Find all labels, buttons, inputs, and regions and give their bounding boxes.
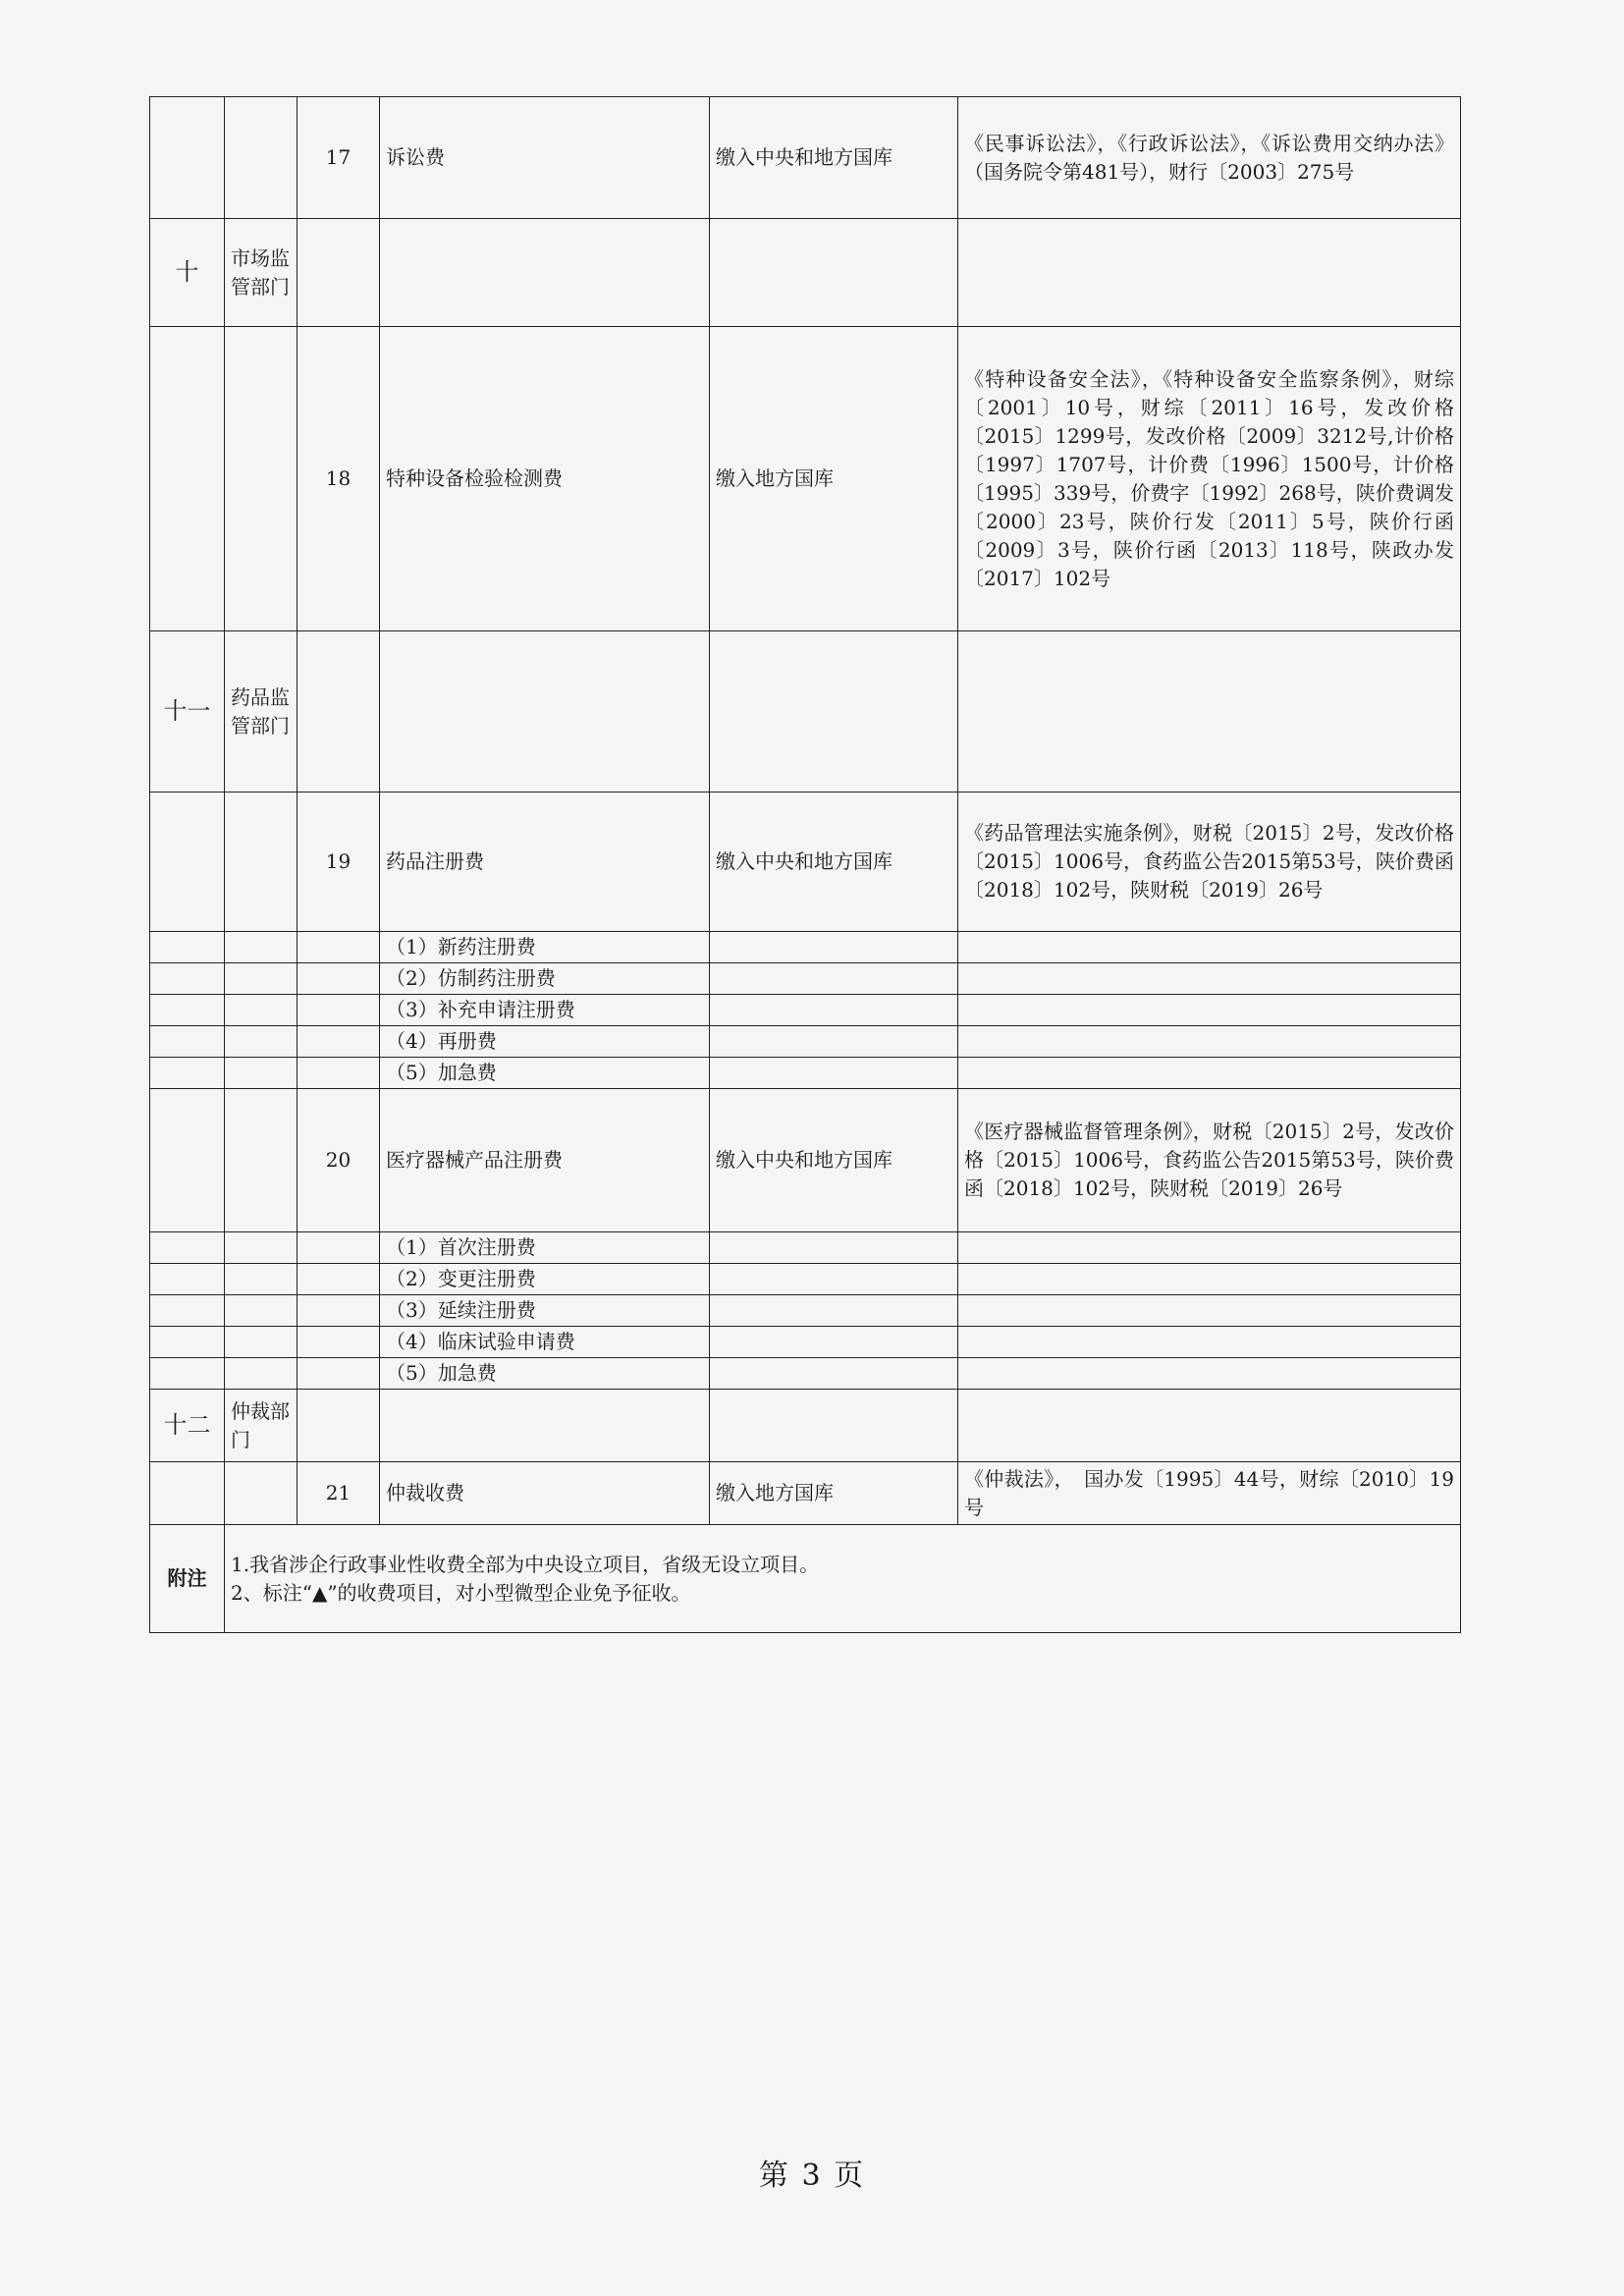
fund-destination: 缴入中央和地方国库 xyxy=(710,793,958,932)
legal-basis: 《医疗器械监督管理条例》，财税〔2015〕2号，发改价格〔2015〕1006号，食药监公告2015第53号，陕价费函〔2018〕102号，陕财税〔2019〕26号 xyxy=(958,1089,1461,1232)
section-number: 十一 xyxy=(150,631,225,793)
fund-destination: 缴入地方国库 xyxy=(710,1462,958,1525)
sub-item-name: （4）临床试验申请费 xyxy=(380,1327,710,1358)
legal-basis: 《民事诉讼法》，《行政诉讼法》，《诉讼费用交纳办法》（国务院令第481号），财行〔2003〕275号 xyxy=(958,97,1461,219)
sub-item-name: （1）首次注册费 xyxy=(380,1232,710,1264)
section-header-row xyxy=(150,1390,1461,1462)
item-number: 17 xyxy=(298,97,380,219)
fee-name: 诉讼费 xyxy=(380,97,710,219)
notes-label: 附注 xyxy=(150,1525,225,1633)
sub-item-row xyxy=(150,1026,1461,1058)
sub-item-name: （5）加急费 xyxy=(380,1358,710,1390)
sub-item-name: （1）新药注册费 xyxy=(380,932,710,963)
sub-item-name: （5）加急费 xyxy=(380,1058,710,1089)
section-number: 十 xyxy=(150,219,225,327)
table-row xyxy=(150,97,1461,219)
table-row xyxy=(150,1089,1461,1232)
sub-item-row xyxy=(150,1264,1461,1295)
table-row xyxy=(150,793,1461,932)
fund-destination: 缴入中央和地方国库 xyxy=(710,97,958,219)
note-line-2: 2、标注“▲”的收费项目，对小型微型企业免予征收。 xyxy=(231,1580,691,1605)
department-name: 药品监管部门 xyxy=(225,631,298,793)
sub-item-row xyxy=(150,963,1461,995)
fund-destination: 缴入中央和地方国库 xyxy=(710,1089,958,1232)
sub-item-row xyxy=(150,1232,1461,1264)
fee-name: 医疗器械产品注册费 xyxy=(380,1089,710,1232)
sub-item-row xyxy=(150,995,1461,1026)
legal-basis: 《药品管理法实施条例》，财税〔2015〕2号，发改价格〔2015〕1006号，食药监公告2015第53号，陕价费函〔2018〕102号，陕财税〔2019〕26号 xyxy=(958,793,1461,932)
item-number: 18 xyxy=(298,327,380,631)
sub-item-row xyxy=(150,1295,1461,1327)
table-row xyxy=(150,1462,1461,1525)
sub-item-name: （2）变更注册费 xyxy=(380,1264,710,1295)
sub-item-name: （3）延续注册费 xyxy=(380,1295,710,1327)
table-row xyxy=(150,327,1461,631)
sub-item-row xyxy=(150,1358,1461,1390)
page-number: 第 3 页 xyxy=(758,2159,866,2193)
section-header-row xyxy=(150,219,1461,327)
section-header-row xyxy=(150,631,1461,793)
section-number-cell xyxy=(150,97,225,219)
sub-item-row xyxy=(150,932,1461,963)
legal-basis: 《仲裁法》， 国办发〔1995〕44号，财综〔2010〕19号 xyxy=(958,1462,1461,1525)
note-line-1: 1.我省涉企行政事业性收费全部为中央设立项目，省级无设立项目。 xyxy=(231,1552,820,1576)
fee-table xyxy=(149,96,1461,1633)
department-cell xyxy=(225,97,298,219)
notes-content xyxy=(225,1525,1461,1633)
sub-item-row xyxy=(150,1058,1461,1089)
fee-name: 药品注册费 xyxy=(380,793,710,932)
item-number: 20 xyxy=(298,1089,380,1232)
section-number: 十二 xyxy=(150,1390,225,1462)
sub-item-name: （2）仿制药注册费 xyxy=(380,963,710,995)
sub-item-name: （3）补充申请注册费 xyxy=(380,995,710,1026)
fee-name: 特种设备检验检测费 xyxy=(380,327,710,631)
legal-basis: 《特种设备安全法》，《特种设备安全监察条例》，财综〔2001〕10号，财综〔2011〕16号，发改价格〔2015〕1299号，发改价格〔2009〕3212号,计价格〔1997〕1707号，计价费〔1996〕1500号，计价格〔1995〕339号，价费字〔1992〕268号，陕价费调发〔2000〕23号，陕价行发〔2011〕5号，陕价行函〔2009〕3号，陕价行函〔2013〕118号，陕政办发〔2017〕102号 xyxy=(958,327,1461,631)
fund-destination: 缴入地方国库 xyxy=(710,327,958,631)
department-name: 市场监管部门 xyxy=(225,219,298,327)
fee-name: 仲裁收费 xyxy=(380,1462,710,1525)
sub-item-name: （4）再册费 xyxy=(380,1026,710,1058)
item-number: 21 xyxy=(298,1462,380,1525)
sub-item-row xyxy=(150,1327,1461,1358)
notes-row xyxy=(150,1525,1461,1633)
department-name: 仲裁部门 xyxy=(225,1390,298,1462)
item-number: 19 xyxy=(298,793,380,932)
